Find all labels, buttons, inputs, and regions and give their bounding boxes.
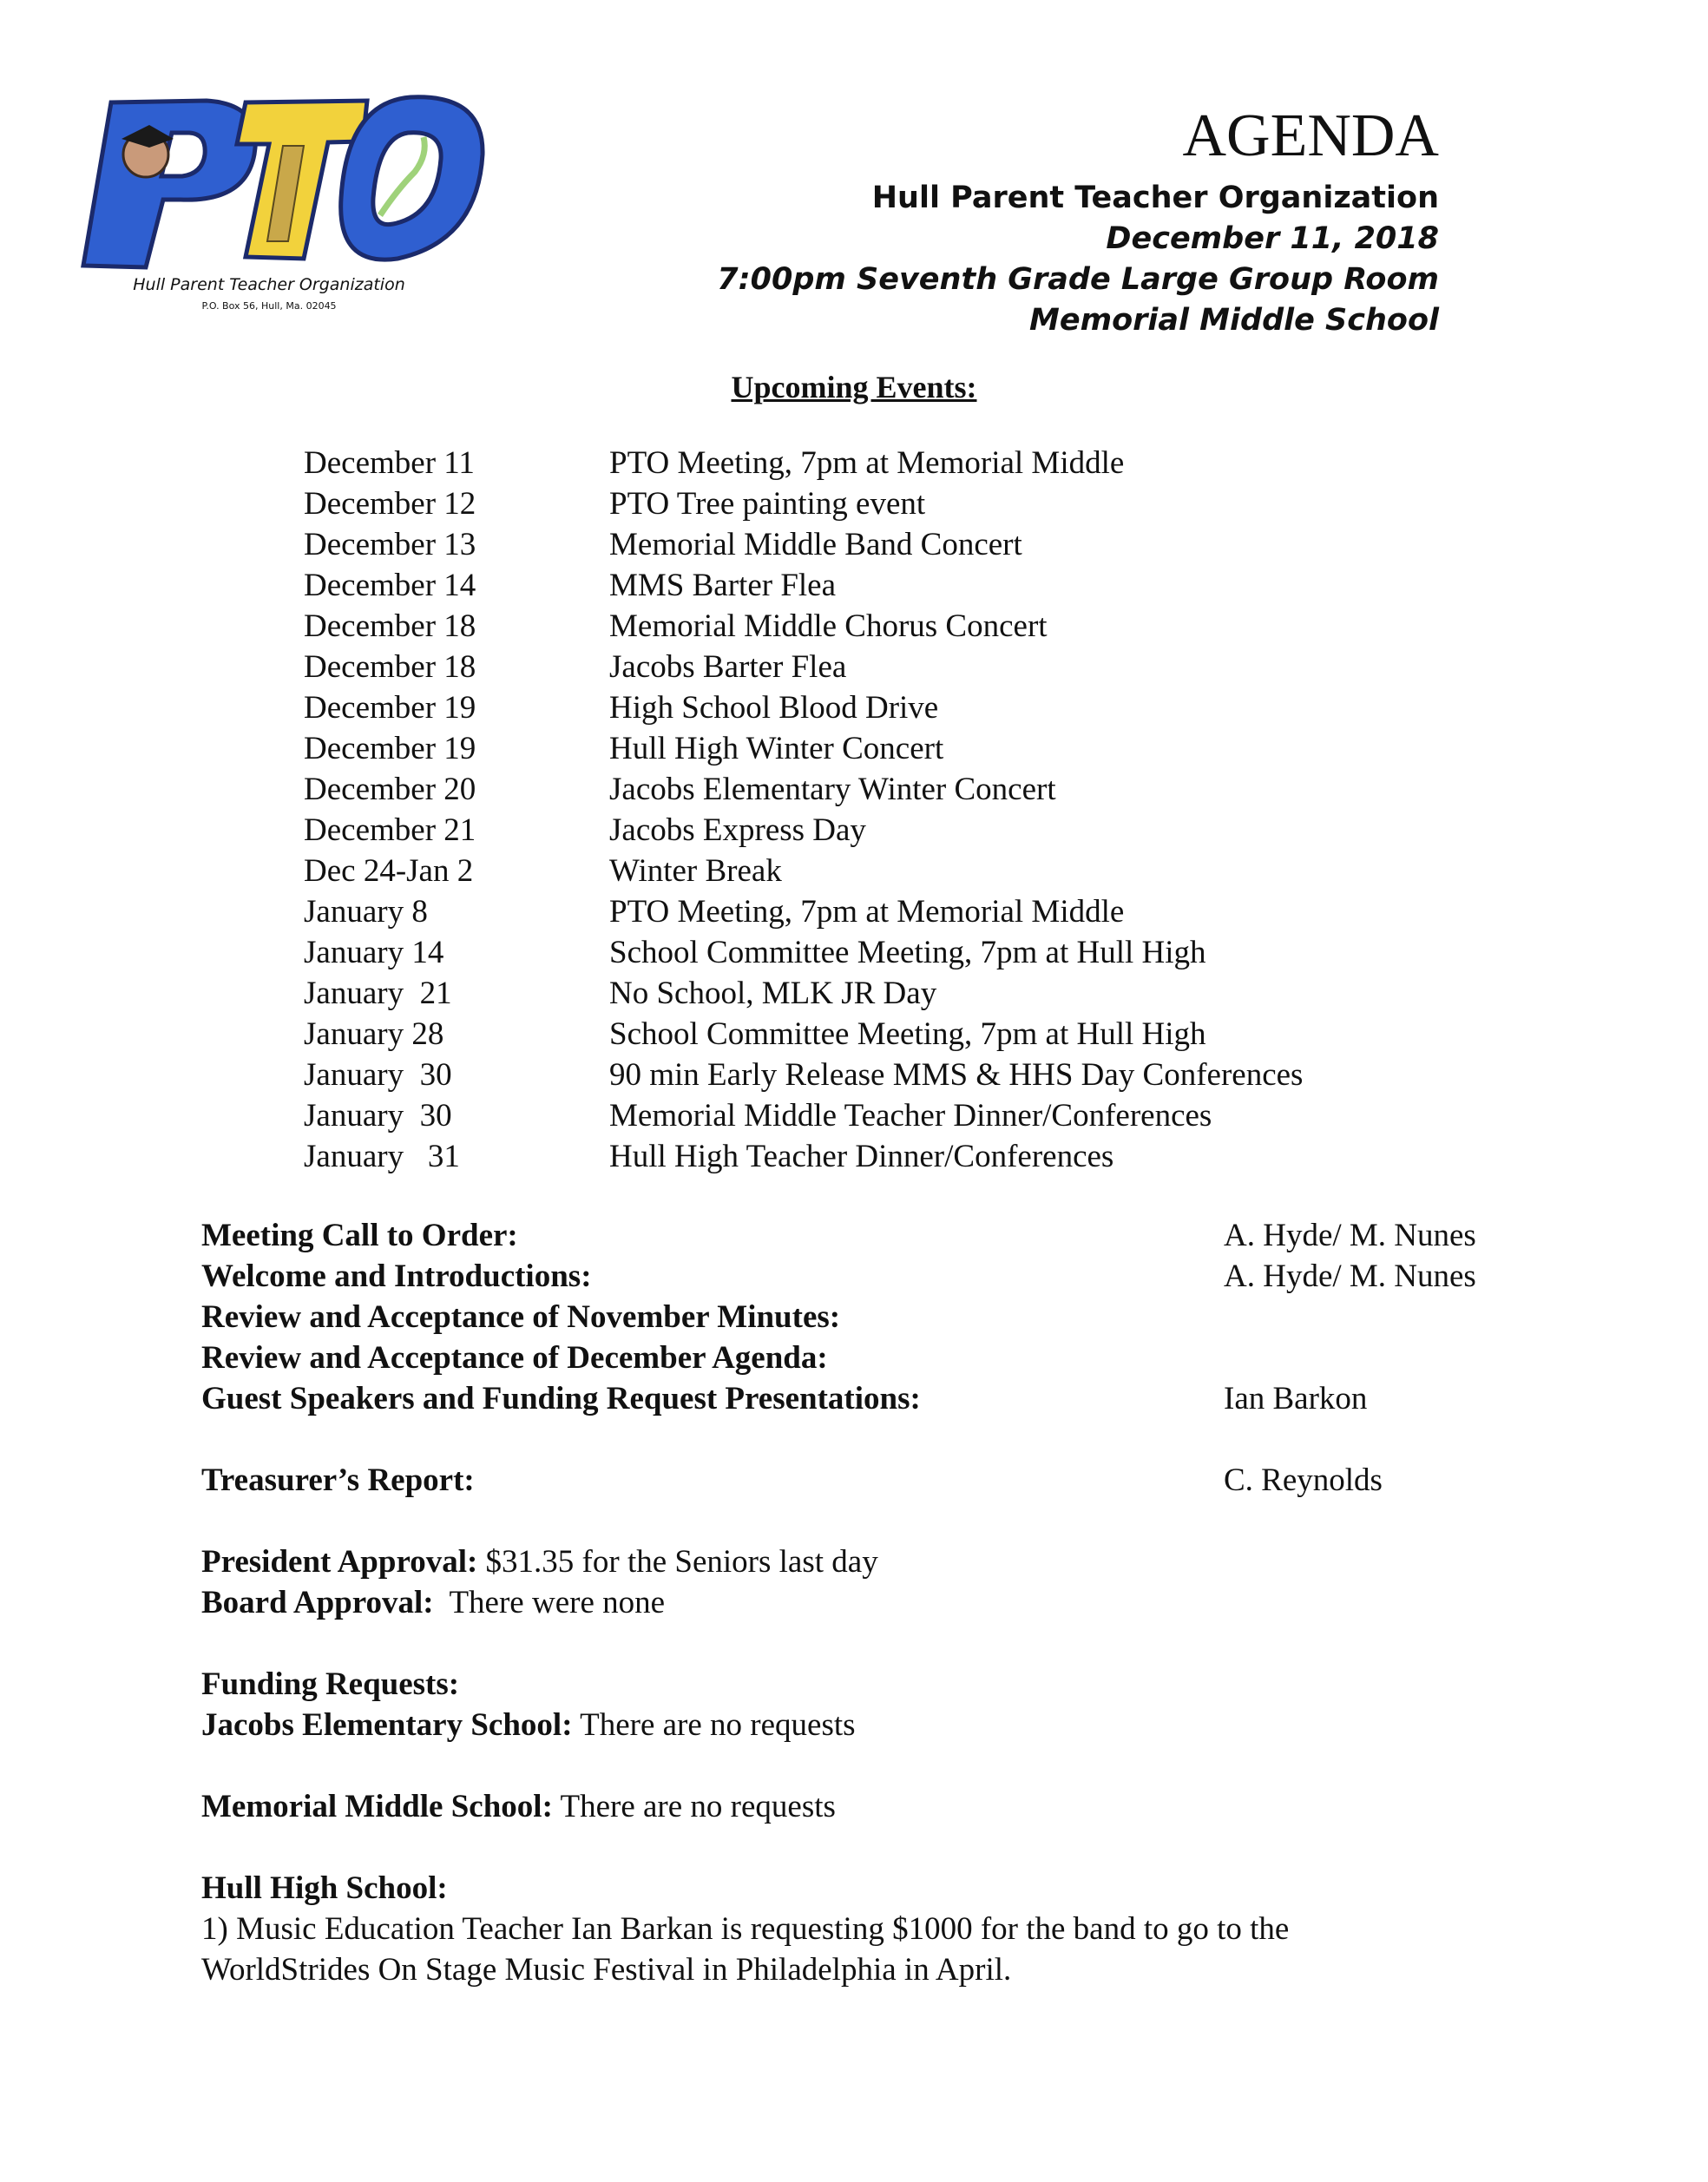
upcoming-events-heading: Upcoming Events: [731,370,977,404]
event-description: School Committee Meeting, 7pm at Hull High [609,1016,1206,1052]
event-date: December 21 [304,812,476,848]
memorial-label: Memorial Middle School: [201,1789,553,1824]
meeting-date: December 11, 2018 [1106,221,1439,256]
event-description: PTO Tree painting event [609,486,926,522]
logo-letter-p [83,101,255,267]
agenda-presenter: A. Hyde/ M. Nunes [1224,1259,1476,1294]
event-date: January 31 [304,1139,460,1174]
pto-logo-graphic [76,94,493,326]
agenda-label: Welcome and Introductions: [201,1259,592,1294]
agenda-presenter: C. Reynolds [1224,1462,1383,1498]
event-description: High School Blood Drive [609,690,939,726]
event-date: January 8 [304,894,428,930]
hull-high-label: Hull High School: [201,1870,448,1906]
agenda-label: Meeting Call to Order: [201,1218,518,1253]
event-description: Memorial Middle Band Concert [609,527,1022,562]
event-date: January 30 [304,1098,452,1134]
agenda-item [201,1256,1521,1297]
event-date: December 20 [304,772,476,807]
president-approval [201,1541,1521,1582]
event-date: December 12 [304,486,476,522]
agenda-label: Treasurer’s Report: [201,1462,475,1498]
agenda-label: Guest Speakers and Funding Request Presentations: [201,1381,921,1416]
agenda-item [201,1297,1521,1337]
funding-requests-heading [201,1664,1521,1705]
logo-address: P.O. Box 56, Hull, Ma. 02045 [201,300,337,312]
event-description: MMS Barter Flea [609,568,837,603]
event-date: December 19 [304,690,476,726]
president-approval-text: $31.35 for the Seniors last day [477,1544,878,1580]
agenda-label: Review and Acceptance of November Minutes: [201,1299,841,1335]
hull-high-heading [201,1868,1521,1909]
event-date: Dec 24-Jan 2 [304,853,474,889]
meeting-school: Memorial Middle School [1029,303,1439,338]
agenda-item [201,1460,1521,1501]
event-description: Memorial Middle Teacher Dinner/Conferences [609,1098,1212,1134]
logo-caption: Hull Parent Teacher Organization [133,275,405,294]
hull-high-request: 1) Music Education Teacher Ian Barkan is requesting $1000 for the band to go to the WorldStrides On Stage Music Festival in Philadelphia in April. [201,1911,1290,1988]
agenda-item [201,1215,1521,1256]
president-approval-label: President Approval: [201,1544,478,1580]
event-description: Hull High Teacher Dinner/Conferences [609,1139,1114,1174]
event-date: December 18 [304,649,476,685]
jacobs-request [201,1705,1521,1745]
event-description: Jacobs Express Day [609,812,866,848]
jacobs-label: Jacobs Elementary School: [201,1707,573,1743]
event-description: PTO Meeting, 7pm at Memorial Middle [609,894,1125,930]
event-description: No School, MLK JR Day [609,976,937,1011]
event-date: December 13 [304,527,476,562]
agenda-items [201,1215,1521,1990]
board-approval-label: Board Approval: [201,1585,434,1620]
event-description: Jacobs Barter Flea [609,649,847,685]
event-date: December 19 [304,731,476,766]
jacobs-text: There are no requests [572,1707,856,1743]
page-title: AGENDA [1182,102,1439,169]
agenda-item [201,1378,1521,1419]
organization-name: Hull Parent Teacher Organization [871,181,1439,215]
agenda-presenter: Ian Barkon [1224,1381,1368,1416]
event-date: December 14 [304,568,476,603]
agenda-item [201,1337,1521,1378]
meeting-time-place: 7:00pm Seventh Grade Large Group Room [717,262,1439,297]
memorial-text: There are no requests [552,1789,836,1824]
event-date: December 11 [304,445,475,481]
board-approval-text: There were none [433,1585,666,1620]
board-approval [201,1582,1521,1623]
event-description: Hull High Winter Concert [609,731,944,766]
funding-requests-label: Funding Requests: [201,1666,460,1702]
event-date: January 30 [304,1057,452,1093]
event-date: January 14 [304,935,444,970]
event-description: Winter Break [609,853,782,889]
memorial-request [201,1786,1521,1827]
event-date: January 21 [304,976,452,1011]
pto-logo [76,94,493,326]
event-description: School Committee Meeting, 7pm at Hull High [609,935,1206,970]
event-description: Memorial Middle Chorus Concert [609,608,1048,644]
agenda-presenter: A. Hyde/ M. Nunes [1224,1218,1476,1253]
event-description: PTO Meeting, 7pm at Memorial Middle [609,445,1125,481]
event-description: Jacobs Elementary Winter Concert [609,772,1056,807]
event-description: 90 min Early Release MMS & HHS Day Conferences [609,1057,1304,1093]
event-date: January 28 [304,1016,444,1052]
document-header [717,100,1439,341]
event-date: December 18 [304,608,476,644]
agenda-label: Review and Acceptance of December Agenda: [201,1340,828,1376]
